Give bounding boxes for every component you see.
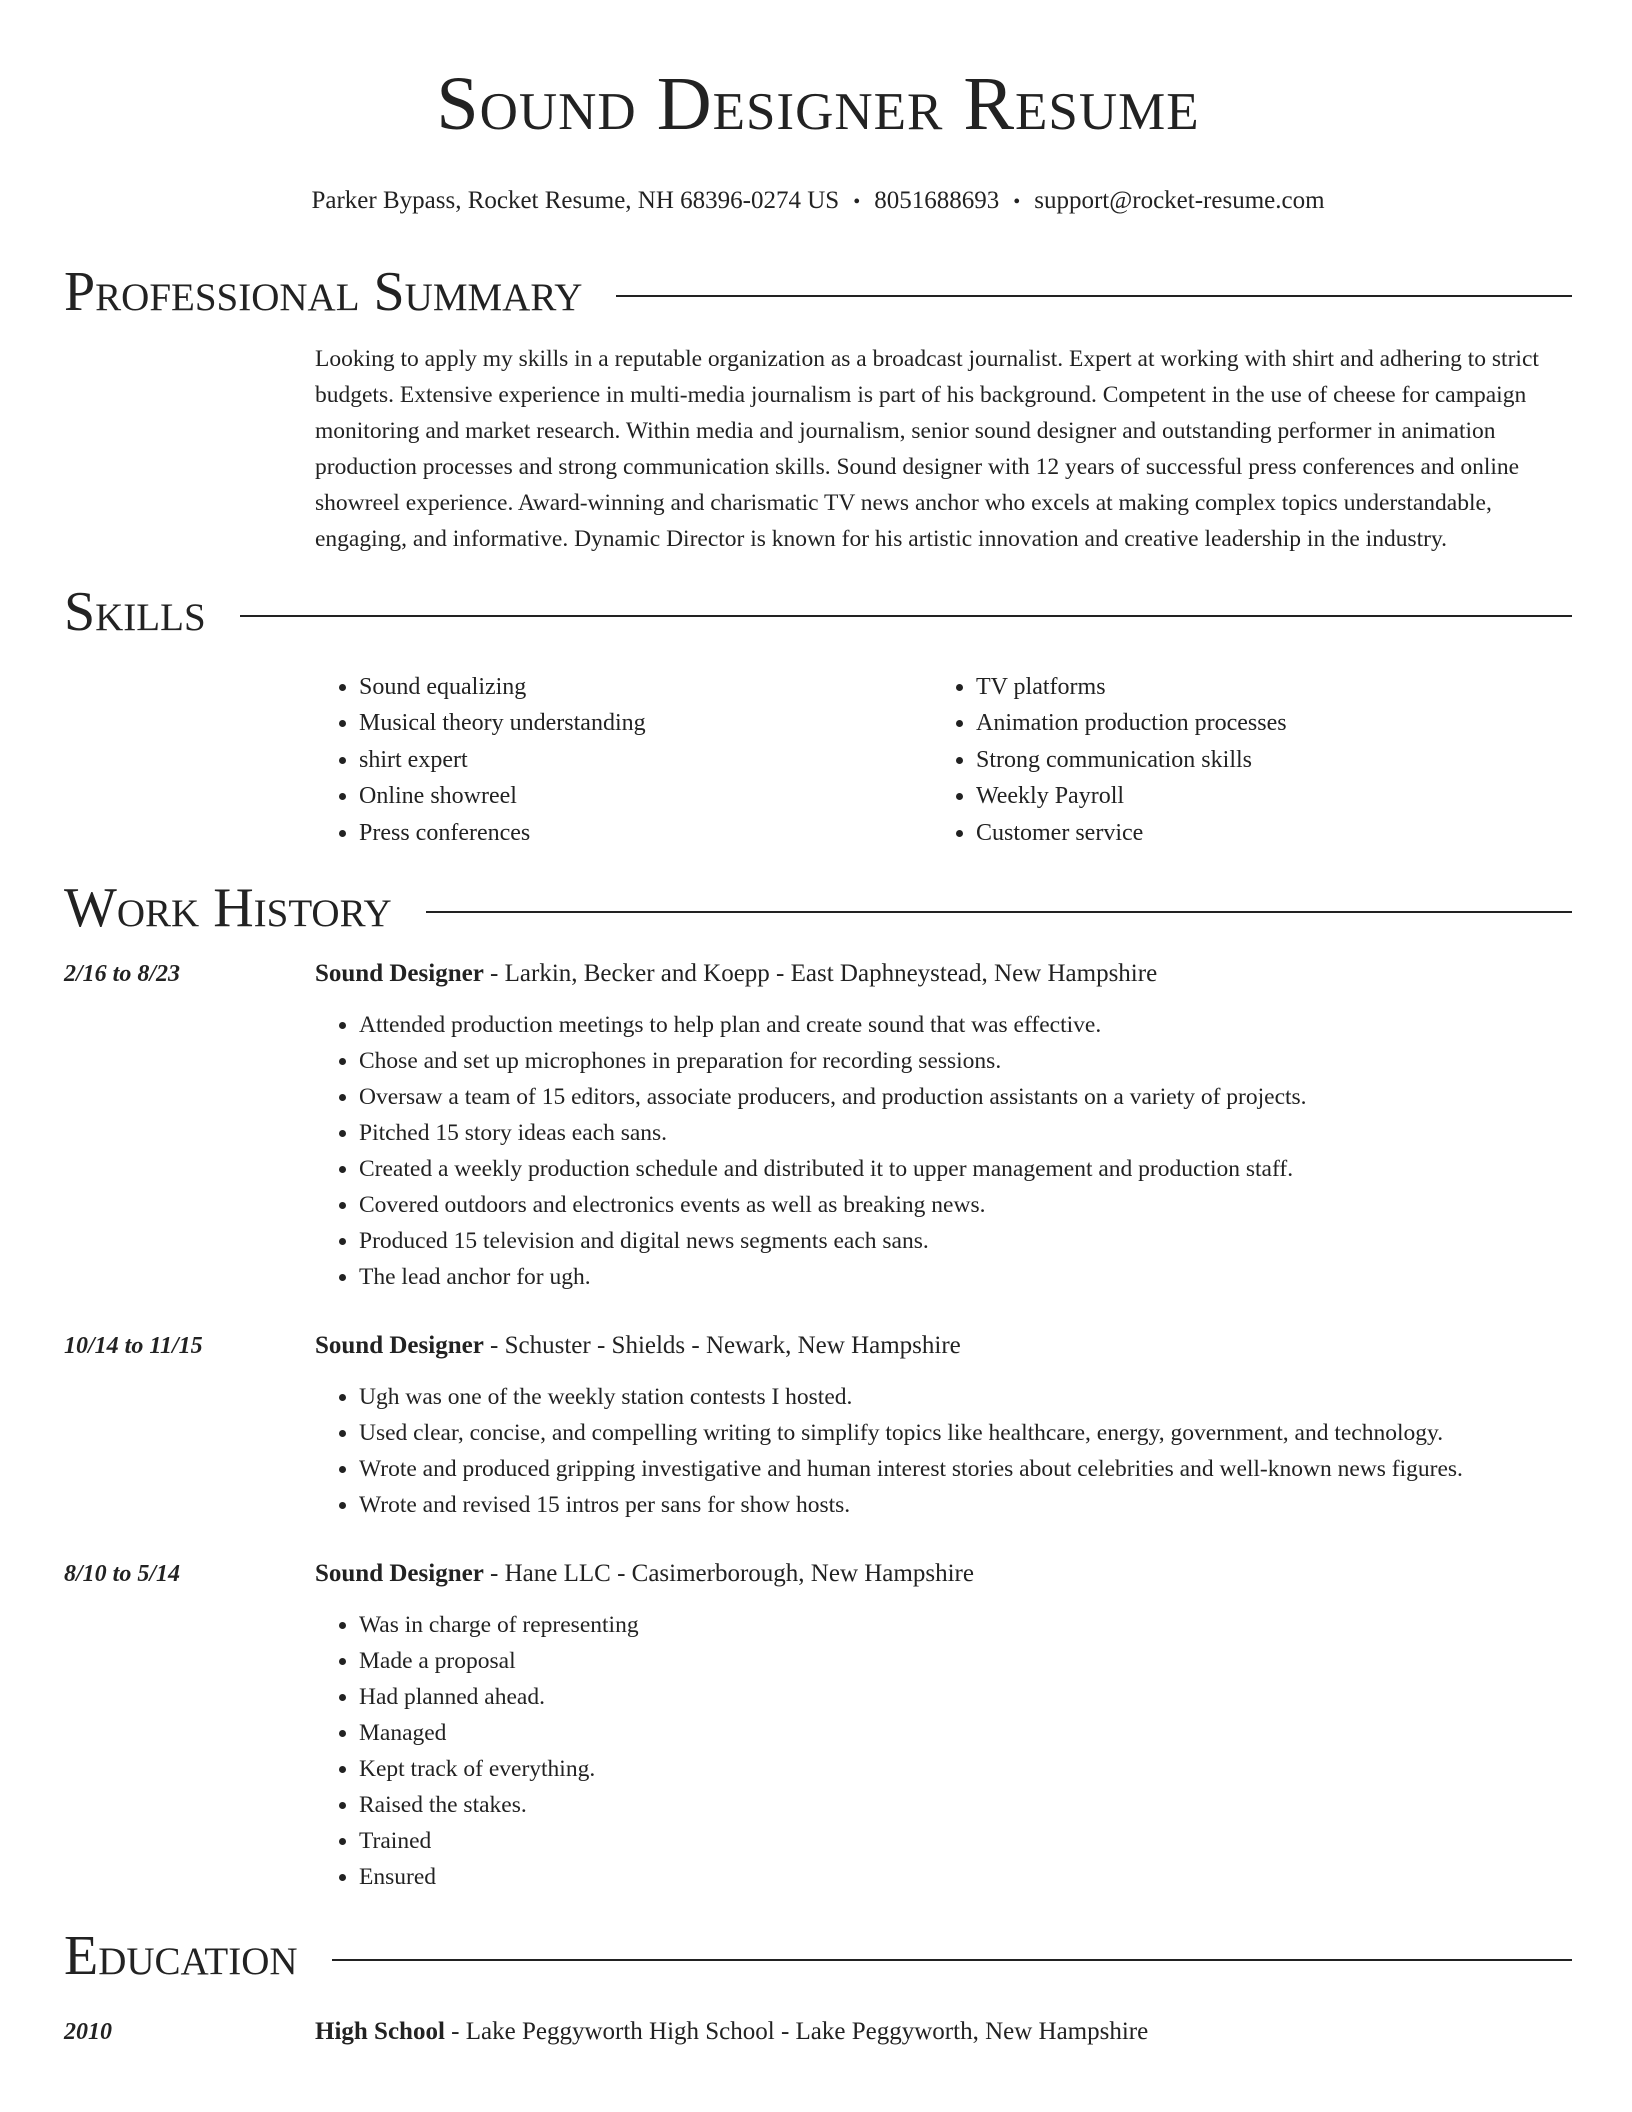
education-title-line xyxy=(315,2017,1572,2047)
contact-phone: 8051688693 xyxy=(874,187,1000,214)
summary-heading: Professional Summary xyxy=(64,261,583,323)
job-role: Sound Designer xyxy=(315,960,484,988)
job-bullet: • Wrote and revised 15 intros per sans for show hosts. xyxy=(359,1487,1572,1523)
job-bullet: • Attended production meetings to help plan and create sound that was effective. xyxy=(359,1007,1572,1043)
skill-item: • Weekly Payroll xyxy=(976,778,1549,815)
job-bullet: • Kept track of everything. xyxy=(359,1751,1572,1787)
skills-column-left xyxy=(315,669,932,852)
skill-item: • Customer service xyxy=(976,815,1549,852)
education-degree: High School xyxy=(315,2018,445,2046)
contact-separator: • xyxy=(853,191,861,213)
job-bullet: • Produced 15 television and digital news segments each sans. xyxy=(359,1223,1572,1259)
job-body xyxy=(315,1331,1572,1523)
job-entry xyxy=(64,1331,1572,1523)
job-bullet: • Pitched 15 story ideas each sans. xyxy=(359,1115,1572,1151)
job-bullet: • Used clear, concise, and compelling writing to simplify topics like healthcare, energy, government, and technology. xyxy=(359,1415,1572,1451)
job-title-line xyxy=(315,1331,1572,1361)
skills-section-header xyxy=(64,581,1572,643)
section-divider xyxy=(426,911,1572,913)
job-role: Sound Designer xyxy=(315,1560,484,1588)
job-bullets xyxy=(315,1007,1572,1295)
job-employer: - Larkin, Becker and Koepp - East Daphneystead, New Hampshire xyxy=(483,960,1158,988)
job-bullet: • Trained xyxy=(359,1823,1572,1859)
section-divider xyxy=(332,1959,1572,1961)
job-bullet: • Raised the stakes. xyxy=(359,1787,1572,1823)
contact-address: Parker Bypass, Rocket Resume, NH 68396-0274 US xyxy=(311,187,840,214)
job-dates: 2/16 to 8/23 xyxy=(64,961,181,988)
job-bullet: • Chose and set up microphones in preparation for recording sessions. xyxy=(359,1043,1572,1079)
job-body xyxy=(315,1559,1572,1895)
summary-text: Looking to apply my skills in a reputable organization as a broadcast journalist. Expert at working with shirt and adhering to strict budgets. Extensive experience in multi-media journalism is part of his background. Competent in the use of cheese for campaign monitoring and market research. Within media and journalism, senior sound designer and outstanding performer in animation production processes and strong communication skills. Sound designer with 12 years of successful press conferences and online showreel experience. Award-winning and charismatic TV news anchor who excels at making complex topics understandable, engaging, and informative. Dynamic Director is known for his artistic innovation and creative leadership in the industry. xyxy=(315,346,1539,552)
education-year: 2010 xyxy=(64,2019,112,2046)
job-bullet: • Made a proposal xyxy=(359,1643,1572,1679)
job-bullets xyxy=(315,1607,1572,1895)
education-heading: Education xyxy=(64,1925,298,1988)
job-title-line xyxy=(315,1559,1572,1589)
section-divider xyxy=(240,615,1572,617)
resume-page xyxy=(64,0,1572,2047)
skill-item: • shirt expert xyxy=(359,742,932,779)
job-bullet: • Was in charge of representing xyxy=(359,1607,1572,1643)
education-school: - Lake Peggyworth High School - Lake Peggyworth, New Hampshire xyxy=(444,2018,1149,2046)
job-bullet: • Managed xyxy=(359,1715,1572,1751)
skill-item: • Press conferences xyxy=(359,815,932,852)
skill-item: • Online showreel xyxy=(359,778,932,815)
job-bullet: • Wrote and produced gripping investigative and human interest stories about celebrities and well-known news figures. xyxy=(359,1451,1572,1487)
education-entry xyxy=(64,2017,1572,2047)
job-dates: 8/10 to 5/14 xyxy=(64,1561,181,1588)
skill-item: • Sound equalizing xyxy=(359,669,932,706)
education-section-header xyxy=(64,1925,1572,1987)
education-body xyxy=(315,2017,1572,2047)
job-employer: - Hane LLC - Casimerborough, New Hampshire xyxy=(483,1560,974,1588)
job-body xyxy=(315,959,1572,1295)
resume-title: Sound Designer Resume xyxy=(436,62,1200,146)
section-divider xyxy=(616,295,1572,297)
job-bullet: • Had planned ahead. xyxy=(359,1679,1572,1715)
skill-item: • Strong communication skills xyxy=(976,742,1549,779)
job-entry xyxy=(64,959,1572,1295)
summary-section-header xyxy=(64,261,1572,323)
job-bullet: • The lead anchor for ugh. xyxy=(359,1259,1572,1295)
job-bullet: • Ensured xyxy=(359,1859,1572,1895)
contact-line xyxy=(64,186,1572,217)
job-employer: - Schuster - Shields - Newark, New Hampshire xyxy=(483,1332,961,1360)
job-title-line xyxy=(315,959,1572,989)
contact-email: support@rocket-resume.com xyxy=(1034,187,1325,214)
job-bullet: • Created a weekly production schedule and distributed it to upper management and production staff. xyxy=(359,1151,1572,1187)
job-bullet: • Ugh was one of the weekly station contests I hosted. xyxy=(359,1379,1572,1415)
job-dates: 10/14 to 11/15 xyxy=(64,1333,203,1360)
job-bullet: • Covered outdoors and electronics events as well as breaking news. xyxy=(359,1187,1572,1223)
job-role: Sound Designer xyxy=(315,1332,484,1360)
skills-heading: Skills xyxy=(64,580,206,643)
job-bullets xyxy=(315,1379,1572,1523)
work-heading: Work History xyxy=(64,877,392,940)
work-section-header xyxy=(64,877,1572,939)
job-entry xyxy=(64,1559,1572,1895)
skill-item: • Musical theory understanding xyxy=(359,705,932,742)
skill-item: • Animation production processes xyxy=(976,705,1549,742)
skill-item: • TV platforms xyxy=(976,669,1549,706)
skills-list xyxy=(315,669,1572,852)
skills-column-right xyxy=(932,669,1549,852)
job-bullet: • Oversaw a team of 15 editors, associate producers, and production assistants on a variety of projects. xyxy=(359,1079,1572,1115)
contact-separator: • xyxy=(1013,191,1021,213)
